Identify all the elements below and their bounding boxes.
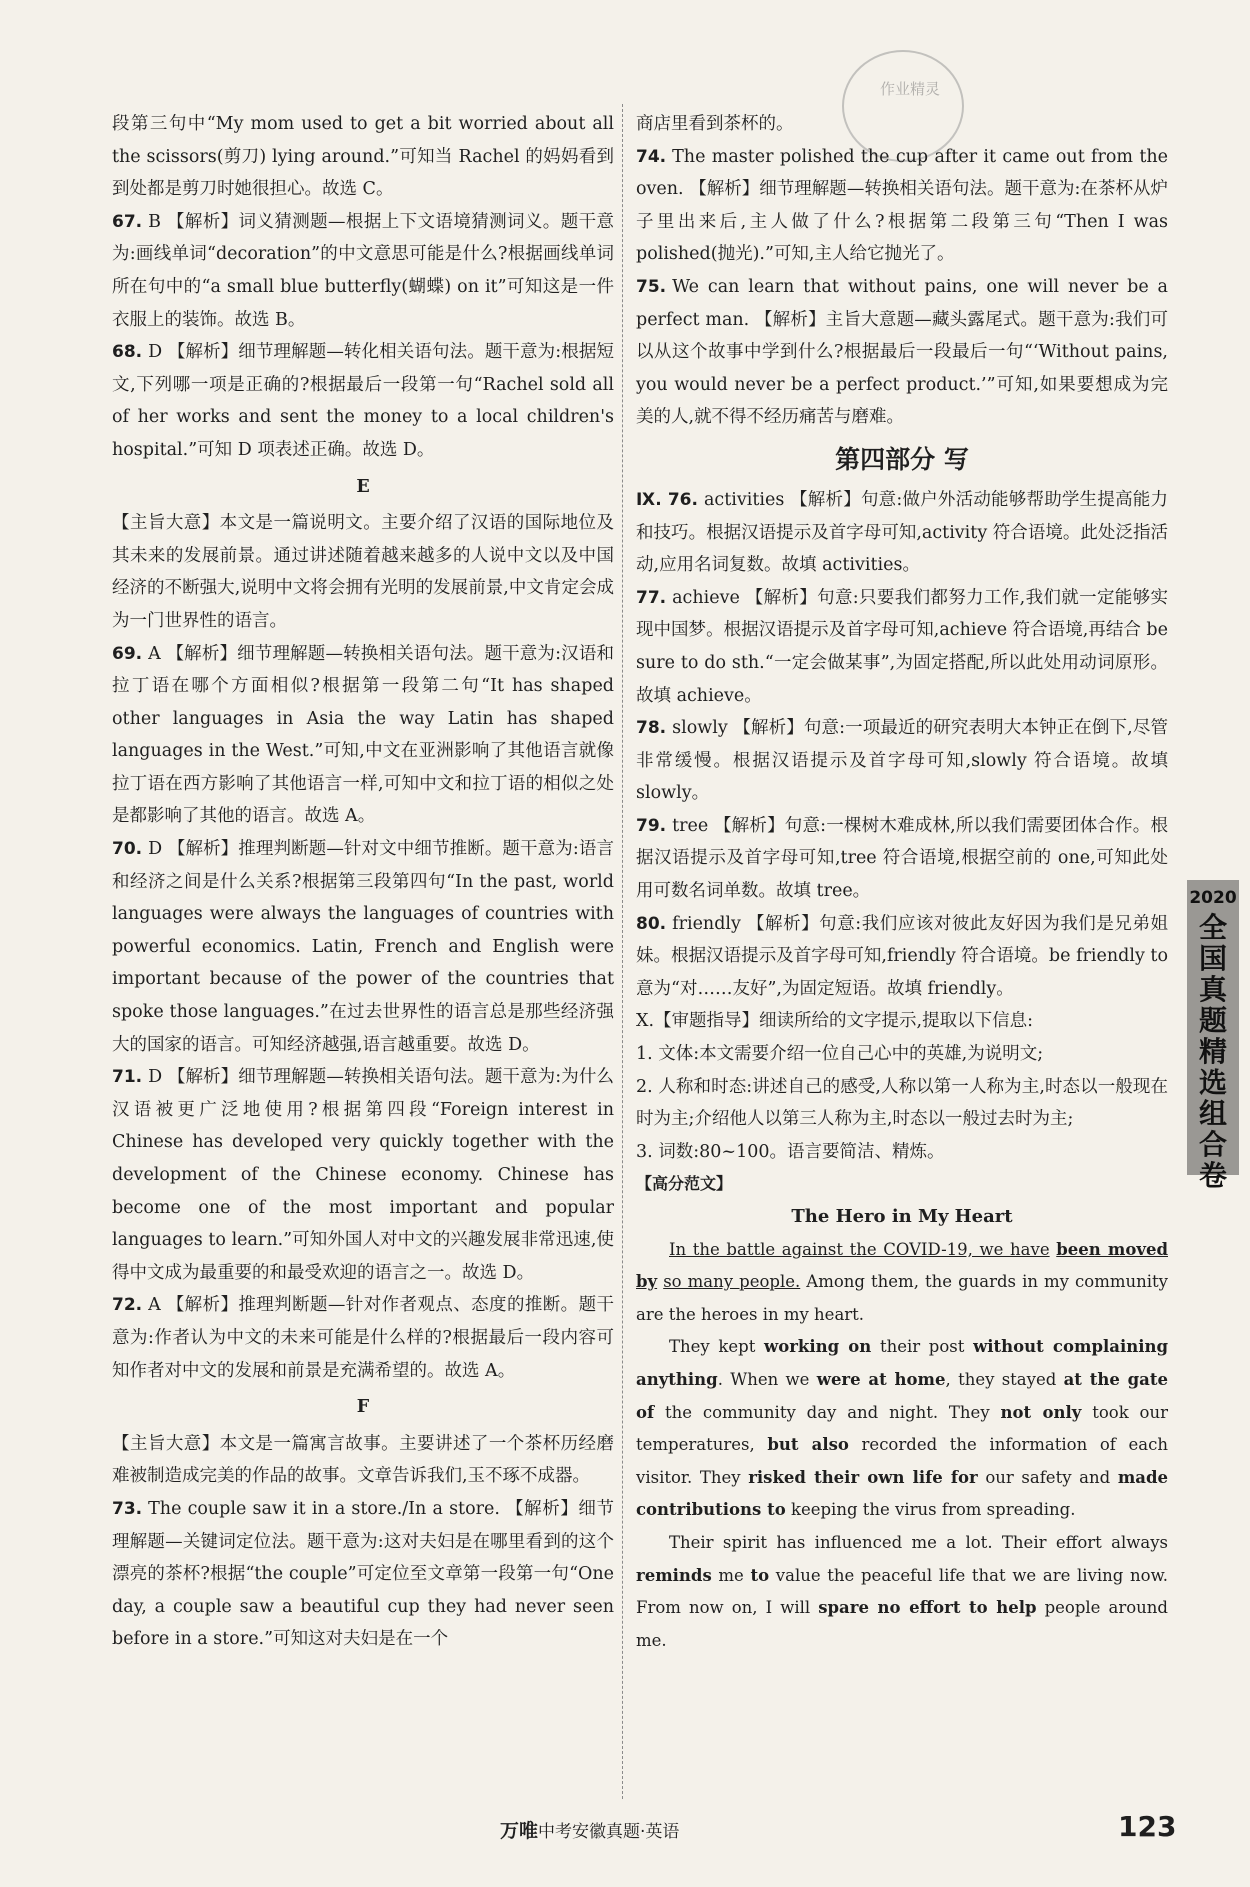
- writing-guide-point-2: 2. 人称和时态:讲述自己的感受,人称以第一人称为主,时态以一般现在时为主;介绍他人以第三人称为主,时态以一般过去时为主;: [636, 1076, 1168, 1130]
- question-71: 71. D 【解析】细节理解题—转换相关语句法。题干意为:为什么汉语被更广泛地使用?根据第四段“Foreign interest in Chinese has developed very quickly together with the development of the Chinese economy. Chinese has become one of the most important and popular languages to learn.”可知外国人对中文的兴趣发展非常迅速,使得中文成为最重要的和最受欢迎的语言之一。故选 D。: [112, 1067, 614, 1283]
- essay-paragraph-2: They kept working on their post without complaining anything. When we were at home, they stayed at the gate of the community day and night. They not only took our temperatures, but also recorded the information of each visitor. They risked their own life for our safety and made contributions to keeping the virus from spreading.: [636, 1337, 1169, 1520]
- continued-paragraph: 段第三句中“My mom used to get a bit worried about all the scissors(剪刀) lying around.”可知当 Rachel 的妈妈看到到处都是剪刀时她很担心。故选 C。: [112, 114, 614, 200]
- question-70: 70. D 【解析】推理判断题—针对文中细节推断。题干意为:语言和经济之间是什么关系?根据第三段第四句“In the past, world languages were always the languages of countries with powerful economics. Latin, French and English were important because of the power of the countries that spoke those languages.”在过去世界性的语言总是那些经济强大的国家的语言。可知经济越强,语言越重要。故选 D。: [112, 839, 614, 1055]
- essay-title: The Hero in My Heart: [791, 1206, 1013, 1227]
- essay-paragraph-3: Their spirit has influenced me a lot. Their effort always reminds me to value the peaceful life that we are living now. From now on, I will spare no effort to help people around me.: [636, 1532, 1168, 1650]
- writing-guide-point-1: 1. 文体:本文需要介绍一位自己心中的英雄,为说明文;: [636, 1044, 1044, 1065]
- stamp: 作业精灵: [842, 50, 964, 162]
- main-idea-e: 【主旨大意】本文是一篇说明文。主要介绍了汉语的国际地位及其未来的发展前景。通过讲述随着越来越多的人说中文以及中国经济的不断强大,说明中文将会拥有光明的发展前景,中文肯定会成为一门世界性的语言。: [112, 513, 614, 631]
- question-73: 73. The couple saw it in a store./In a store. 【解析】细节理解题—关键词定位法。题干意为:这对夫妇是在哪里看到的这个漂亮的茶杯?根据“the couple”可定位至文章第一段第一句“One day, a couple saw a beautiful cup they had never seen before in a store.”可知这对夫妇是在一个: [112, 1498, 614, 1650]
- question-78: 78. slowly 【解析】句意:一项最近的研究表明大本钟正在倒下,尽管非常缓慢。根据汉语提示及首字母可知,slowly 符合语境。故填 slowly。: [636, 718, 1168, 804]
- question-68: 68. D 【解析】细节理解题—转化相关语句法。题干意为:根据短文,下列哪一项是正确的?根据最后一段第一句“Rachel sold all of her works and sent the money to a local children's hospital.”可知 D 项表述正确。故选 D。: [112, 342, 614, 460]
- side-tab: [1187, 880, 1239, 1192]
- sample-essay: [636, 1234, 1168, 1658]
- essay-paragraph-1: In the battle against the COVID-19, we have been moved by so many people. Among them, the guards in my community are the heroes in my heart.: [636, 1239, 1169, 1324]
- page-number: 123: [1118, 1810, 1177, 1843]
- column-divider: [622, 104, 623, 1799]
- passage-letter-f: F: [356, 1397, 370, 1418]
- side-tab-text: 全国真题精选组合卷: [1198, 911, 1227, 1192]
- question-77: 77. achieve 【解析】句意:只要我们都努力工作,我们就一定能够实现中国梦。根据汉语提示及首字母可知,achieve 符合语境,再结合 be sure to do sth.“一定会做某事”,为固定搭配,所以此处用动词原形。故填 achieve。: [636, 587, 1168, 706]
- question-76: Ⅸ. 76. activities 【解析】句意:做户外活动能够帮助学生提高能力和技巧。根据汉语提示及首字母可知,activity 符合语境。此处泛指活动,应用名词复数。故填 activities。: [636, 489, 1168, 576]
- question-79: 79. tree 【解析】句意:一棵树木难成林,所以我们需要团体合作。根据汉语提示及首字母可知,tree 符合语境,根据空前的 one,可知此处用可数名词单数。故填 tree。: [636, 815, 1168, 902]
- question-69: 69. A 【解析】细节理解题—转换相关语句法。题干意为:汉语和拉丁语在哪个方面相似?根据第一段第二句“It has shaped other languages in Asia the way Latin has shaped languages in the West.”可知,中文在亚洲影响了其他语言就像拉丁语在西方影响了其他语言一样,可知中文和拉丁语的相似之处是都影响了其他的语言。故选 A。: [112, 643, 614, 827]
- right-column: [636, 108, 1168, 1657]
- question-67: 67. B 【解析】词义猜测题—根据上下文语境猜测词义。题干意为:画线单词“decoration”的中文意思可能是什么?根据画线单词所在句中的“a small blue butterfly(蝴蝶) on it”可知这是一件衣服上的装饰。故选 B。: [112, 211, 614, 330]
- question-80: 80. friendly 【解析】句意:我们应该对彼此友好因为我们是兄弟姐妹。根据汉语提示及首字母可知,friendly 符合语境。be friendly to 意为“对……友好”,为固定短语。故填 friendly。: [636, 913, 1168, 999]
- passage-letter-e: E: [356, 476, 370, 497]
- left-column: [112, 108, 614, 1656]
- writing-guide: Ⅹ.【审题指导】细读所给的文字提示,提取以下信息:: [636, 1011, 1033, 1032]
- question-75: 75. We can learn that without pains, one will never be a perfect man. 【解析】主旨大意题—藏头露尾式。题干意为:我们可以从这个故事中学到什么?根据最后一段最后一句“‘Without pains, you would never be a perfect product.’”可知,如果要想成为完美的人,就不得不经历痛苦与磨难。: [636, 276, 1168, 428]
- main-idea-f: 【主旨大意】本文是一篇寓言故事。主要讲述了一个茶杯历经磨难被制造成完美的作品的故事。文章告诉我们,玉不琢不成器。: [112, 1433, 614, 1487]
- question-74: 74. The master polished the cup after it came out from the oven. 【解析】细节理解题—转换相关语句法。题干意为:在茶杯从炉子里出来后,主人做了什么?根据第二段第三句“Then I was polished(抛光).”可知,主人给它抛光了。: [636, 146, 1168, 265]
- sample-essay-label: 【高分范文】: [636, 1174, 733, 1194]
- continued-paragraph: 商店里看到茶杯的。: [636, 114, 794, 134]
- writing-guide-point-3: 3. 词数:80~100。语言要简洁、精炼。: [636, 1141, 945, 1162]
- footer-brand: 万唯中考安徽真题·英语: [500, 1820, 680, 1842]
- section-title: 第四部分 写: [835, 444, 969, 474]
- page-footer: [0, 1810, 1250, 1850]
- question-72: 72. A 【解析】推理判断题—针对作者观点、态度的推断。题干意为:作者认为中文的未来可能是什么样的?根据最后一段内容可知作者对中文的发展和前景是充满希望的。故选 A。: [112, 1295, 614, 1381]
- side-tab-year: 2020: [1189, 888, 1237, 908]
